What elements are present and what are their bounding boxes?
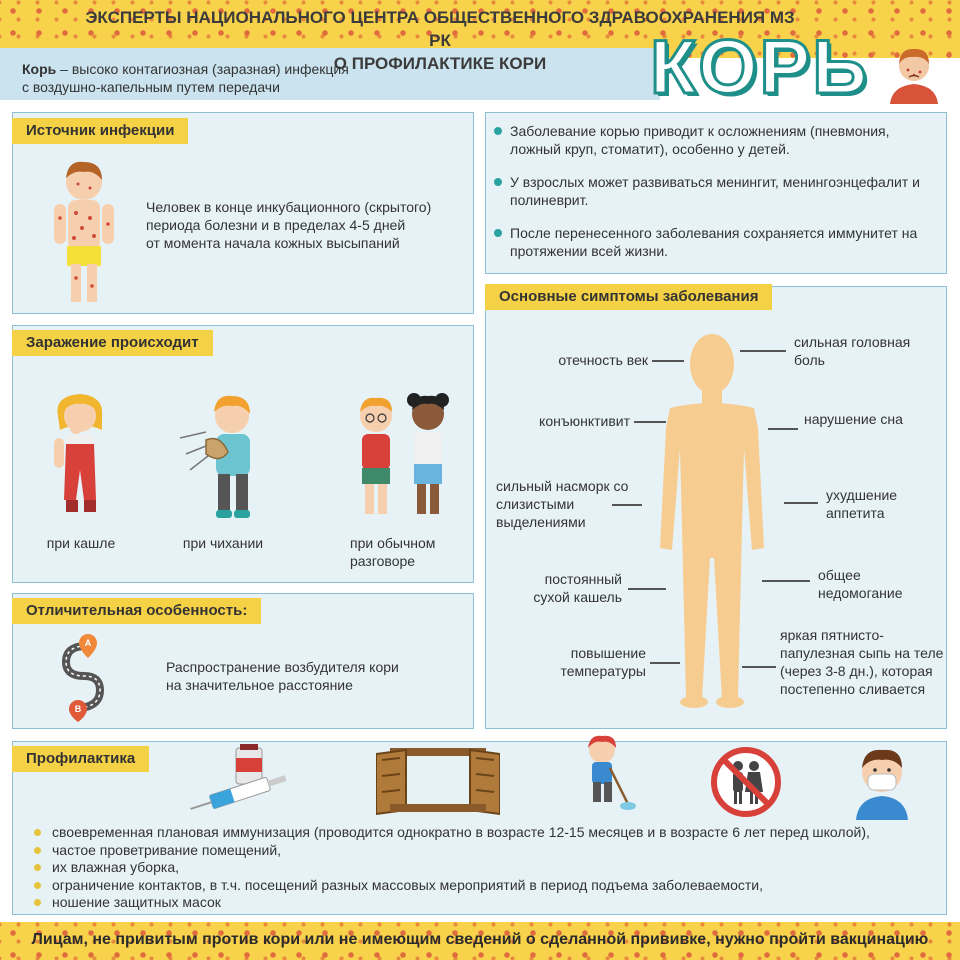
- list-item: частое проветривание помещений,: [32, 842, 870, 860]
- doctor-icon: [886, 42, 942, 104]
- sneezing-boy-illustration: [176, 392, 268, 522]
- mask-person-icon: [852, 744, 912, 820]
- intro-text: [22, 60, 349, 96]
- human-body-silhouette: [652, 328, 772, 712]
- connector-line: [740, 350, 786, 352]
- connector-line: [784, 502, 818, 504]
- way-talk-label: при обычном разговоре: [350, 535, 436, 569]
- symptom-sleep: нарушение сна: [804, 411, 903, 427]
- connector-line: [650, 662, 680, 664]
- connector-line: [768, 428, 798, 430]
- list-item: их влажная уборка,: [32, 859, 870, 877]
- cleaning-boy-icon: [576, 734, 636, 812]
- source-text-3: от момента начала кожных высыпаний: [146, 235, 400, 251]
- marker-b-label: B: [74, 704, 82, 714]
- way-cough-label: при кашле: [46, 535, 116, 551]
- coughing-girl-illustration: [46, 390, 116, 520]
- symptom-rhinitis: сильный насморк со слизистыми выделениями: [496, 478, 629, 530]
- connector-line: [762, 580, 810, 582]
- source-text-1: Человек в конце инкубационного (скрытого): [146, 199, 432, 215]
- symptom-appetite: ухудшение аппетита: [826, 487, 898, 521]
- feature-text-2: на значительное расстояние: [166, 677, 353, 693]
- connector-line: [612, 504, 642, 506]
- symptom-conjunctivitis: конъюнктивит: [539, 413, 630, 429]
- prevention-heading: Профилактика: [12, 746, 149, 772]
- title-line-2: О ПРОФИЛАКТИКЕ КОРИ: [333, 54, 547, 73]
- intro-term: Корь: [22, 61, 57, 77]
- sick-boy-illustration: [44, 158, 124, 308]
- symptom-fever: повышение температуры: [560, 645, 646, 679]
- open-window-icon: [376, 746, 500, 816]
- list-item: Заболевание корью приводит к осложнениям (пневмония, ложный круп, стоматит), особенно у детей.: [492, 122, 942, 158]
- symptom-eyelids: отечность век: [558, 352, 648, 368]
- list-item: своевременная плановая иммунизация (проводится однократно в возрасте 12-15 месяцев и в возрасте 6 лет перед школой),: [32, 824, 870, 842]
- way-sneeze-label: при чихании: [182, 535, 264, 551]
- route-icon: [58, 632, 108, 722]
- marker-a-label: A: [84, 638, 92, 648]
- list-item: После перенесенного заболевания сохраняется иммунитет на протяжении всей жизни.: [492, 224, 942, 260]
- symptom-headache: сильная головная боль: [794, 334, 911, 368]
- symptom-malaise: общее недомогание: [818, 567, 903, 601]
- source-text-2: периода болезни и в пределах 4-5 дней: [146, 217, 406, 233]
- connector-line: [652, 360, 684, 362]
- symptoms-heading: Основные симптомы заболевания: [485, 284, 772, 310]
- source-heading: Источник инфекции: [12, 118, 188, 144]
- symptom-rash: яркая пятнисто-папулезная сыпь на теле (через 3-8 дн.), которая постепенно сливается: [780, 627, 944, 697]
- feature-heading: Отличительная особенность:: [12, 598, 261, 624]
- list-item: ограничение контактов, в т.ч. посещений разных массовых мероприятий в период подъема заболеваемости,: [32, 877, 870, 895]
- source-text: [146, 198, 431, 252]
- symptom-cough: постоянный сухой кашель: [533, 571, 622, 605]
- connector-line: [742, 666, 776, 668]
- feature-text: [166, 658, 399, 694]
- list-item: ношение защитных масок: [32, 894, 870, 912]
- prevention-list: [32, 824, 870, 912]
- feature-text-1: Распространение возбудителя кори: [166, 659, 399, 675]
- big-title: КОРЬ: [650, 25, 869, 110]
- title-line-1: ЭКСПЕРТЫ НАЦИОНАЛЬНОГО ЦЕНТРА ОБЩЕСТВЕННОГО ЗДРАВООХРАНЕНИЯ МЗ РК: [85, 8, 795, 50]
- connector-line: [628, 588, 666, 590]
- no-crowds-icon: [710, 746, 782, 818]
- syringe-icon: [186, 744, 306, 810]
- intro-line-1: – высоко контагиозная (заразная) инфекция: [56, 61, 349, 77]
- list-item: У взрослых может развиваться менингит, менингоэнцефалит и полиневрит.: [492, 173, 942, 209]
- infection-heading: Заражение происходит: [12, 330, 213, 356]
- connector-line: [634, 421, 666, 423]
- intro-line-2: с воздушно-капельным путем передачи: [22, 79, 280, 95]
- complications-list: [492, 122, 942, 275]
- talking-children-illustration: [348, 388, 460, 520]
- footer-text: Лицам, не привитым против кори или не имеющим сведений о сделанной прививке, нужно пройти вакцинацию: [31, 931, 929, 948]
